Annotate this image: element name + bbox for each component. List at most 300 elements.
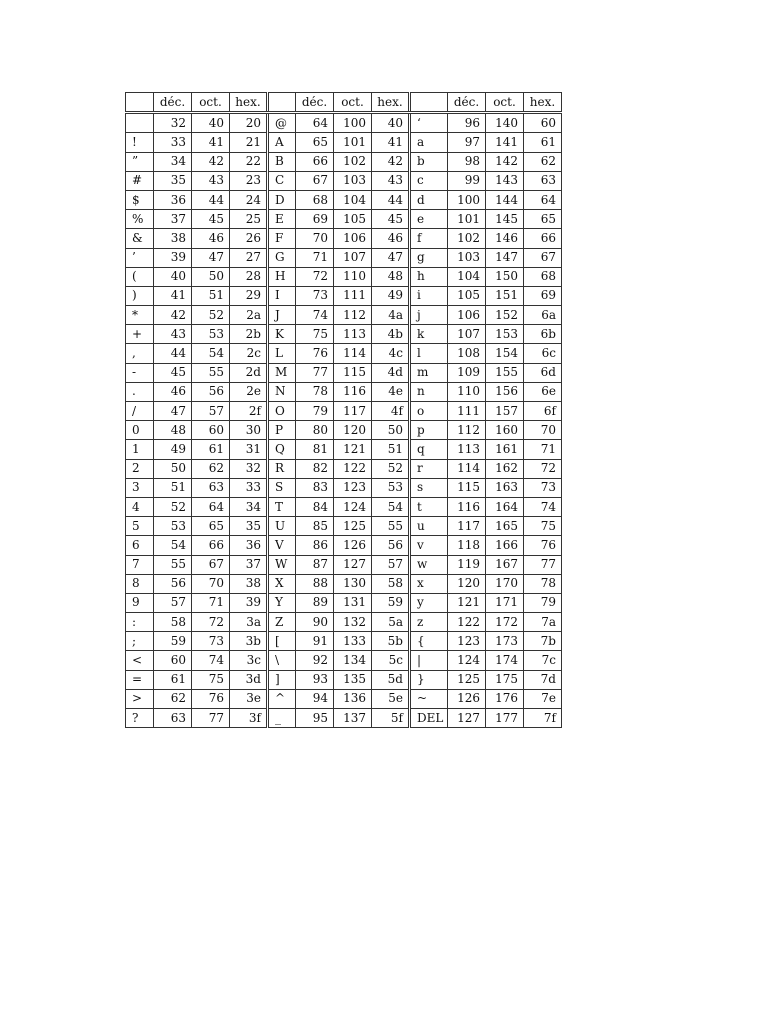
hex-cell: 36 <box>230 536 268 555</box>
char-cell: f <box>410 229 448 248</box>
hex-cell: 7e <box>524 689 562 708</box>
dec-cell: 85 <box>296 517 334 536</box>
table-row <box>126 171 562 190</box>
table-row <box>126 689 562 708</box>
oct-cell: 104 <box>334 190 372 209</box>
oct-cell: 40 <box>192 113 230 133</box>
dec-cell: 90 <box>296 613 334 632</box>
hex-cell: 76 <box>524 536 562 555</box>
dec-cell: 46 <box>154 382 192 401</box>
oct-cell: 132 <box>334 613 372 632</box>
hex-cell: 6c <box>524 344 562 363</box>
char-cell: ~ <box>410 689 448 708</box>
dec-cell: 106 <box>448 306 486 325</box>
dec-cell: 87 <box>296 555 334 574</box>
char-cell: u <box>410 517 448 536</box>
dec-cell: 123 <box>448 632 486 651</box>
hex-cell: 73 <box>524 478 562 497</box>
header-cell: hex. <box>524 93 562 113</box>
oct-cell: 106 <box>334 229 372 248</box>
oct-cell: 70 <box>192 574 230 593</box>
hex-cell: 65 <box>524 210 562 229</box>
char-cell: ] <box>268 670 296 689</box>
oct-cell: 131 <box>334 593 372 612</box>
hex-cell: 5e <box>372 689 410 708</box>
char-cell: [ <box>268 632 296 651</box>
char-cell: m <box>410 363 448 382</box>
oct-cell: 135 <box>334 670 372 689</box>
char-cell: j <box>410 306 448 325</box>
hex-cell: 68 <box>524 267 562 286</box>
dec-cell: 62 <box>154 689 192 708</box>
header-cell: hex. <box>230 93 268 113</box>
hex-cell: 28 <box>230 267 268 286</box>
dec-cell: 51 <box>154 478 192 497</box>
dec-cell: 100 <box>448 190 486 209</box>
hex-cell: 67 <box>524 248 562 267</box>
dec-cell: 82 <box>296 459 334 478</box>
char-cell: C <box>268 171 296 190</box>
dec-cell: 52 <box>154 497 192 516</box>
char-cell: + <box>126 325 154 344</box>
hex-cell: 2f <box>230 402 268 421</box>
dec-cell: 120 <box>448 574 486 593</box>
hex-cell: 24 <box>230 190 268 209</box>
table-row <box>126 613 562 632</box>
dec-cell: 37 <box>154 210 192 229</box>
table-row <box>126 306 562 325</box>
hex-cell: 4a <box>372 306 410 325</box>
char-cell: V <box>268 536 296 555</box>
dec-cell: 43 <box>154 325 192 344</box>
dec-cell: 111 <box>448 402 486 421</box>
hex-cell: 48 <box>372 267 410 286</box>
dec-cell: 125 <box>448 670 486 689</box>
char-cell: x <box>410 574 448 593</box>
char-cell: 5 <box>126 517 154 536</box>
hex-cell: 6f <box>524 402 562 421</box>
char-cell: ( <box>126 267 154 286</box>
hex-cell: 41 <box>372 133 410 152</box>
dec-cell: 58 <box>154 613 192 632</box>
char-cell: Y <box>268 593 296 612</box>
dec-cell: 55 <box>154 555 192 574</box>
hex-cell: 37 <box>230 555 268 574</box>
oct-cell: 171 <box>486 593 524 612</box>
table-row <box>126 709 562 728</box>
char-cell: ’ <box>126 248 154 267</box>
hex-cell: 64 <box>524 190 562 209</box>
oct-cell: 107 <box>334 248 372 267</box>
oct-cell: 130 <box>334 574 372 593</box>
oct-cell: 121 <box>334 440 372 459</box>
oct-cell: 162 <box>486 459 524 478</box>
hex-cell: 3d <box>230 670 268 689</box>
hex-cell: 38 <box>230 574 268 593</box>
char-cell <box>126 113 154 133</box>
hex-cell: 55 <box>372 517 410 536</box>
char-cell: p <box>410 421 448 440</box>
char-cell: - <box>126 363 154 382</box>
hex-cell: 6d <box>524 363 562 382</box>
dec-cell: 73 <box>296 286 334 305</box>
dec-cell: 49 <box>154 440 192 459</box>
char-cell: 4 <box>126 497 154 516</box>
dec-cell: 108 <box>448 344 486 363</box>
table-row <box>126 210 562 229</box>
header-cell: oct. <box>192 93 230 113</box>
hex-cell: 7d <box>524 670 562 689</box>
hex-cell: 45 <box>372 210 410 229</box>
hex-cell: 52 <box>372 459 410 478</box>
dec-cell: 53 <box>154 517 192 536</box>
table-row <box>126 459 562 478</box>
char-cell: H <box>268 267 296 286</box>
oct-cell: 166 <box>486 536 524 555</box>
oct-cell: 57 <box>192 402 230 421</box>
hex-cell: 4b <box>372 325 410 344</box>
oct-cell: 126 <box>334 536 372 555</box>
dec-cell: 116 <box>448 497 486 516</box>
table-row <box>126 382 562 401</box>
dec-cell: 60 <box>154 651 192 670</box>
char-cell: k <box>410 325 448 344</box>
hex-cell: 47 <box>372 248 410 267</box>
hex-cell: 79 <box>524 593 562 612</box>
table-row <box>126 344 562 363</box>
dec-cell: 86 <box>296 536 334 555</box>
table-row <box>126 632 562 651</box>
dec-cell: 78 <box>296 382 334 401</box>
oct-cell: 165 <box>486 517 524 536</box>
oct-cell: 110 <box>334 267 372 286</box>
oct-cell: 175 <box>486 670 524 689</box>
dec-cell: 45 <box>154 363 192 382</box>
oct-cell: 112 <box>334 306 372 325</box>
char-cell: r <box>410 459 448 478</box>
hex-cell: 59 <box>372 593 410 612</box>
table-row <box>126 478 562 497</box>
char-cell: > <box>126 689 154 708</box>
dec-cell: 33 <box>154 133 192 152</box>
oct-cell: 111 <box>334 286 372 305</box>
oct-cell: 75 <box>192 670 230 689</box>
char-cell: $ <box>126 190 154 209</box>
dec-cell: 81 <box>296 440 334 459</box>
table-row <box>126 113 562 133</box>
dec-cell: 32 <box>154 113 192 133</box>
header-cell: hex. <box>372 93 410 113</box>
oct-cell: 163 <box>486 478 524 497</box>
char-cell: * <box>126 306 154 325</box>
dec-cell: 68 <box>296 190 334 209</box>
char-cell: a <box>410 133 448 152</box>
oct-cell: 115 <box>334 363 372 382</box>
header-cell: déc. <box>154 93 192 113</box>
hex-cell: 5d <box>372 670 410 689</box>
char-cell: _ <box>268 709 296 728</box>
hex-cell: 2e <box>230 382 268 401</box>
hex-cell: 62 <box>524 152 562 171</box>
oct-cell: 136 <box>334 689 372 708</box>
table-row <box>126 152 562 171</box>
dec-cell: 92 <box>296 651 334 670</box>
char-cell: K <box>268 325 296 344</box>
header-cell <box>268 93 296 113</box>
table-row <box>126 402 562 421</box>
hex-cell: 33 <box>230 478 268 497</box>
char-cell: & <box>126 229 154 248</box>
hex-cell: 23 <box>230 171 268 190</box>
dec-cell: 36 <box>154 190 192 209</box>
hex-cell: 43 <box>372 171 410 190</box>
char-cell: } <box>410 670 448 689</box>
oct-cell: 154 <box>486 344 524 363</box>
dec-cell: 44 <box>154 344 192 363</box>
oct-cell: 73 <box>192 632 230 651</box>
dec-cell: 94 <box>296 689 334 708</box>
dec-cell: 117 <box>448 517 486 536</box>
hex-cell: 54 <box>372 497 410 516</box>
hex-cell: 3a <box>230 613 268 632</box>
oct-cell: 144 <box>486 190 524 209</box>
hex-cell: 2d <box>230 363 268 382</box>
hex-cell: 75 <box>524 517 562 536</box>
char-cell: P <box>268 421 296 440</box>
char-cell: ; <box>126 632 154 651</box>
char-cell: E <box>268 210 296 229</box>
char-cell: I <box>268 286 296 305</box>
oct-cell: 52 <box>192 306 230 325</box>
table-row <box>126 670 562 689</box>
header-cell: oct. <box>486 93 524 113</box>
char-cell: @ <box>268 113 296 133</box>
char-cell: d <box>410 190 448 209</box>
oct-cell: 150 <box>486 267 524 286</box>
table-row <box>126 651 562 670</box>
table-row <box>126 440 562 459</box>
dec-cell: 101 <box>448 210 486 229</box>
dec-cell: 115 <box>448 478 486 497</box>
char-cell: L <box>268 344 296 363</box>
oct-cell: 42 <box>192 152 230 171</box>
oct-cell: 46 <box>192 229 230 248</box>
dec-cell: 54 <box>154 536 192 555</box>
oct-cell: 157 <box>486 402 524 421</box>
char-cell: S <box>268 478 296 497</box>
oct-cell: 151 <box>486 286 524 305</box>
header-cell <box>126 93 154 113</box>
char-cell: T <box>268 497 296 516</box>
oct-cell: 64 <box>192 497 230 516</box>
dec-cell: 99 <box>448 171 486 190</box>
oct-cell: 167 <box>486 555 524 574</box>
oct-cell: 123 <box>334 478 372 497</box>
dec-cell: 64 <box>296 113 334 133</box>
char-cell: o <box>410 402 448 421</box>
oct-cell: 173 <box>486 632 524 651</box>
char-cell: { <box>410 632 448 651</box>
oct-cell: 65 <box>192 517 230 536</box>
char-cell: R <box>268 459 296 478</box>
char-cell: : <box>126 613 154 632</box>
dec-cell: 121 <box>448 593 486 612</box>
oct-cell: 56 <box>192 382 230 401</box>
char-cell: 6 <box>126 536 154 555</box>
char-cell: c <box>410 171 448 190</box>
hex-cell: 21 <box>230 133 268 152</box>
oct-cell: 145 <box>486 210 524 229</box>
dec-cell: 57 <box>154 593 192 612</box>
dec-cell: 122 <box>448 613 486 632</box>
char-cell: U <box>268 517 296 536</box>
oct-cell: 170 <box>486 574 524 593</box>
oct-cell: 156 <box>486 382 524 401</box>
char-cell: < <box>126 651 154 670</box>
dec-cell: 107 <box>448 325 486 344</box>
char-cell: B <box>268 152 296 171</box>
dec-cell: 88 <box>296 574 334 593</box>
table-row <box>126 133 562 152</box>
oct-cell: 101 <box>334 133 372 152</box>
dec-cell: 95 <box>296 709 334 728</box>
oct-cell: 77 <box>192 709 230 728</box>
table-row <box>126 536 562 555</box>
hex-cell: 3e <box>230 689 268 708</box>
dec-cell: 56 <box>154 574 192 593</box>
hex-cell: 3b <box>230 632 268 651</box>
oct-cell: 120 <box>334 421 372 440</box>
table-row <box>126 517 562 536</box>
hex-cell: 5c <box>372 651 410 670</box>
char-cell: = <box>126 670 154 689</box>
oct-cell: 160 <box>486 421 524 440</box>
char-cell: 7 <box>126 555 154 574</box>
char-cell: | <box>410 651 448 670</box>
char-cell: n <box>410 382 448 401</box>
hex-cell: 32 <box>230 459 268 478</box>
oct-cell: 47 <box>192 248 230 267</box>
hex-cell: 4e <box>372 382 410 401</box>
hex-cell: 61 <box>524 133 562 152</box>
char-cell: v <box>410 536 448 555</box>
hex-cell: 60 <box>524 113 562 133</box>
char-cell: \ <box>268 651 296 670</box>
oct-cell: 146 <box>486 229 524 248</box>
char-cell: D <box>268 190 296 209</box>
hex-cell: 44 <box>372 190 410 209</box>
char-cell: G <box>268 248 296 267</box>
hex-cell: 63 <box>524 171 562 190</box>
oct-cell: 137 <box>334 709 372 728</box>
dec-cell: 103 <box>448 248 486 267</box>
char-cell: 3 <box>126 478 154 497</box>
oct-cell: 127 <box>334 555 372 574</box>
hex-cell: 2a <box>230 306 268 325</box>
dec-cell: 50 <box>154 459 192 478</box>
char-cell: i <box>410 286 448 305</box>
table-row <box>126 363 562 382</box>
char-cell: ‘ <box>410 113 448 133</box>
dec-cell: 34 <box>154 152 192 171</box>
char-cell: / <box>126 402 154 421</box>
dec-cell: 47 <box>154 402 192 421</box>
oct-cell: 102 <box>334 152 372 171</box>
oct-cell: 142 <box>486 152 524 171</box>
oct-cell: 45 <box>192 210 230 229</box>
hex-cell: 49 <box>372 286 410 305</box>
dec-cell: 113 <box>448 440 486 459</box>
hex-cell: 3f <box>230 709 268 728</box>
dec-cell: 124 <box>448 651 486 670</box>
oct-cell: 125 <box>334 517 372 536</box>
hex-cell: 5f <box>372 709 410 728</box>
hex-cell: 27 <box>230 248 268 267</box>
char-cell: g <box>410 248 448 267</box>
dec-cell: 109 <box>448 363 486 382</box>
hex-cell: 66 <box>524 229 562 248</box>
dec-cell: 71 <box>296 248 334 267</box>
hex-cell: 70 <box>524 421 562 440</box>
char-cell: z <box>410 613 448 632</box>
char-cell: 2 <box>126 459 154 478</box>
header-cell: déc. <box>448 93 486 113</box>
hex-cell: 4d <box>372 363 410 382</box>
hex-cell: 40 <box>372 113 410 133</box>
hex-cell: 74 <box>524 497 562 516</box>
oct-cell: 113 <box>334 325 372 344</box>
oct-cell: 174 <box>486 651 524 670</box>
dec-cell: 80 <box>296 421 334 440</box>
table-row <box>126 190 562 209</box>
header-cell: déc. <box>296 93 334 113</box>
char-cell: s <box>410 478 448 497</box>
table-row <box>126 248 562 267</box>
table-row <box>126 286 562 305</box>
dec-cell: 48 <box>154 421 192 440</box>
dec-cell: 91 <box>296 632 334 651</box>
dec-cell: 75 <box>296 325 334 344</box>
dec-cell: 40 <box>154 267 192 286</box>
char-cell: F <box>268 229 296 248</box>
hex-cell: 71 <box>524 440 562 459</box>
oct-cell: 63 <box>192 478 230 497</box>
oct-cell: 54 <box>192 344 230 363</box>
dec-cell: 102 <box>448 229 486 248</box>
char-cell: ” <box>126 152 154 171</box>
char-cell: b <box>410 152 448 171</box>
hex-cell: 46 <box>372 229 410 248</box>
hex-cell: 30 <box>230 421 268 440</box>
char-cell: h <box>410 267 448 286</box>
oct-cell: 66 <box>192 536 230 555</box>
dec-cell: 89 <box>296 593 334 612</box>
char-cell: 8 <box>126 574 154 593</box>
dec-cell: 104 <box>448 267 486 286</box>
dec-cell: 74 <box>296 306 334 325</box>
table-row <box>126 421 562 440</box>
hex-cell: 5a <box>372 613 410 632</box>
header-cell: oct. <box>334 93 372 113</box>
table-row <box>126 229 562 248</box>
dec-cell: 42 <box>154 306 192 325</box>
hex-cell: 4f <box>372 402 410 421</box>
dec-cell: 65 <box>296 133 334 152</box>
hex-cell: 53 <box>372 478 410 497</box>
char-cell: Q <box>268 440 296 459</box>
oct-cell: 172 <box>486 613 524 632</box>
dec-cell: 66 <box>296 152 334 171</box>
